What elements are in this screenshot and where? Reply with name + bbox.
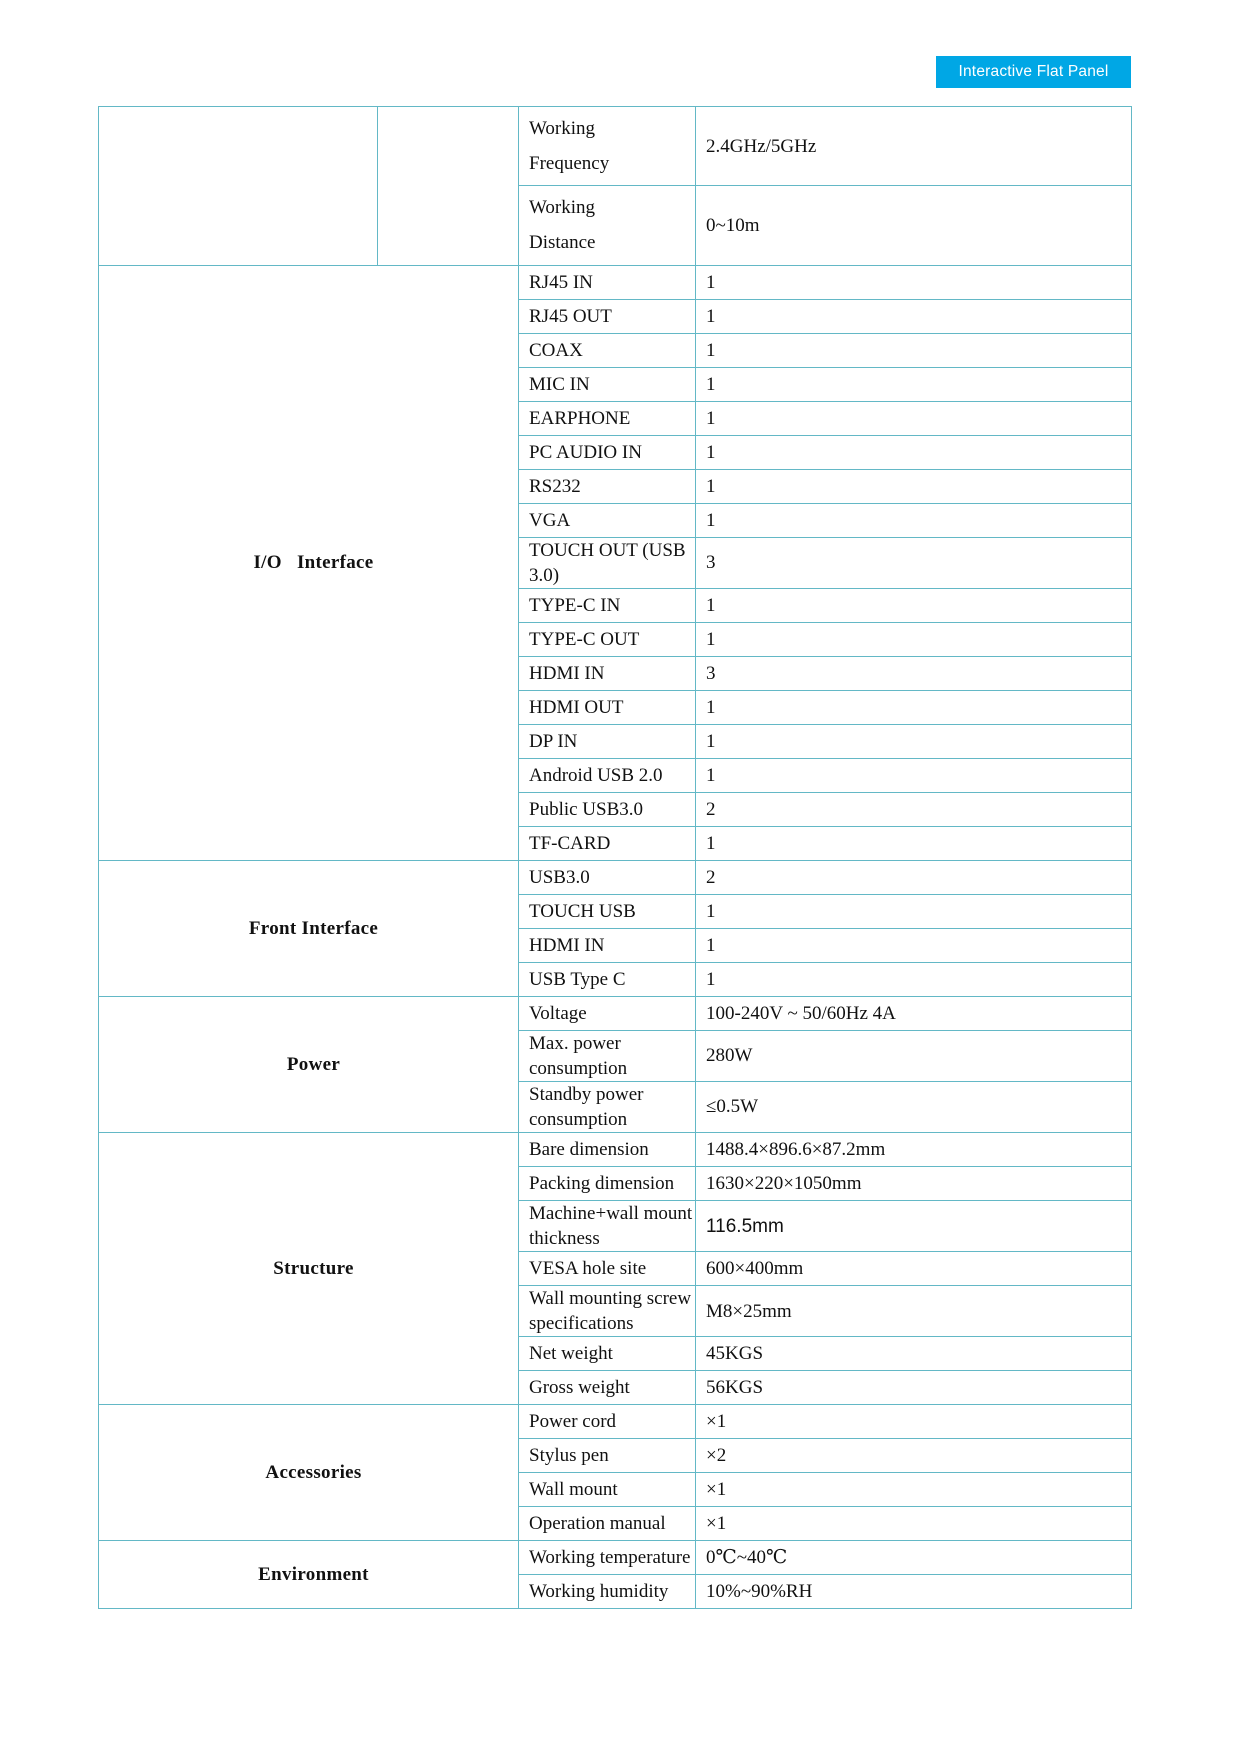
specification-table-container: [98, 106, 1131, 1609]
spec-category-accessories: Accessories: [99, 1405, 519, 1541]
spec-value: 1: [696, 469, 1132, 503]
spec-value: 1: [696, 333, 1132, 367]
spec-label: Wall mounting screw specifications: [519, 1286, 696, 1337]
spec-label: USB3.0: [519, 860, 696, 894]
spec-value: 1: [696, 894, 1132, 928]
spec-value: 1630×220×1050mm: [696, 1167, 1132, 1201]
spec-value: 1: [696, 758, 1132, 792]
spec-value: 1: [696, 265, 1132, 299]
spec-value: 2.4GHz/5GHz: [696, 107, 1132, 186]
spec-label: Public USB3.0: [519, 792, 696, 826]
table-row: [99, 1133, 1132, 1167]
table-row: [99, 996, 1132, 1030]
spec-value: ×1: [696, 1507, 1132, 1541]
spec-label: HDMI IN: [519, 656, 696, 690]
spec-value: ×1: [696, 1473, 1132, 1507]
spec-value: 0℃~40℃: [696, 1541, 1132, 1575]
table-row: [99, 265, 1132, 299]
spec-value: 3: [696, 537, 1132, 588]
spec-value: 600×400mm: [696, 1252, 1132, 1286]
spec-value: 2: [696, 792, 1132, 826]
page-header: [0, 0, 1241, 104]
spec-label: RJ45 OUT: [519, 299, 696, 333]
spec-value: 116.5mm: [696, 1201, 1132, 1252]
spec-value: 1: [696, 928, 1132, 962]
spec-label: VESA hole site: [519, 1252, 696, 1286]
spec-label: EARPHONE: [519, 401, 696, 435]
spec-label: TF-CARD: [519, 826, 696, 860]
table-row: [99, 1405, 1132, 1439]
spec-label: COAX: [519, 333, 696, 367]
spec-value: 1: [696, 724, 1132, 758]
spec-value: 10%~90%RH: [696, 1575, 1132, 1609]
spec-label: Gross weight: [519, 1371, 696, 1405]
spec-value: 1: [696, 299, 1132, 333]
spec-label: HDMI OUT: [519, 690, 696, 724]
spec-label: TYPE-C OUT: [519, 622, 696, 656]
spec-label: Working humidity: [519, 1575, 696, 1609]
spec-label: Stylus pen: [519, 1439, 696, 1473]
spec-label: MIC IN: [519, 367, 696, 401]
spec-label: Android USB 2.0: [519, 758, 696, 792]
table-row: [99, 1541, 1132, 1575]
interactive-flat-panel-badge: Interactive Flat Panel: [936, 56, 1131, 88]
spec-label: Power cord: [519, 1405, 696, 1439]
spec-value: 0~10m: [696, 186, 1132, 265]
spec-label: Max. power consumption: [519, 1030, 696, 1081]
spec-category-front-interface: Front Interface: [99, 860, 519, 996]
spec-label: TOUCH OUT (USB 3.0): [519, 537, 696, 588]
spec-label: RJ45 IN: [519, 265, 696, 299]
spec-value: 3: [696, 656, 1132, 690]
spec-value: 280W: [696, 1030, 1132, 1081]
spec-label: Working Distance: [519, 186, 696, 265]
spec-label: HDMI IN: [519, 928, 696, 962]
table-row: [99, 107, 1132, 186]
spec-label: Operation manual: [519, 1507, 696, 1541]
spec-category-environment: Environment: [99, 1541, 519, 1609]
specification-table: [98, 106, 1132, 1609]
spec-label: TYPE-C IN: [519, 588, 696, 622]
table-row: [99, 860, 1132, 894]
spec-label: RS232: [519, 469, 696, 503]
spec-value: 1: [696, 622, 1132, 656]
spec-label: Packing dimension: [519, 1167, 696, 1201]
spec-label: Machine+wall mount thickness: [519, 1201, 696, 1252]
spec-value: 100-240V ~ 50/60Hz 4A: [696, 996, 1132, 1030]
spec-category-structure: Structure: [99, 1133, 519, 1405]
spec-label: PC AUDIO IN: [519, 435, 696, 469]
spec-label: USB Type C: [519, 962, 696, 996]
spec-label: Standby power consumption: [519, 1081, 696, 1132]
spec-label: Voltage: [519, 996, 696, 1030]
spec-value: 1: [696, 962, 1132, 996]
spec-value: ≤0.5W: [696, 1081, 1132, 1132]
spec-label: Working Frequency: [519, 107, 696, 186]
spec-value: 1: [696, 826, 1132, 860]
spec-value: ×1: [696, 1405, 1132, 1439]
spec-category-i-o-interface: I/O Interface: [99, 265, 519, 860]
spec-value: ×2: [696, 1439, 1132, 1473]
spec-label: Wall mount: [519, 1473, 696, 1507]
spec-value: 1: [696, 401, 1132, 435]
spec-label: DP IN: [519, 724, 696, 758]
spec-value: M8×25mm: [696, 1286, 1132, 1337]
spec-value: 45KGS: [696, 1337, 1132, 1371]
spec-value: 1: [696, 435, 1132, 469]
spec-label: VGA: [519, 503, 696, 537]
continued-group-cell: [378, 107, 519, 266]
spec-label: TOUCH USB: [519, 894, 696, 928]
spec-value: 1488.4×896.6×87.2mm: [696, 1133, 1132, 1167]
specification-table-body: [99, 107, 1132, 1609]
spec-value: 1: [696, 588, 1132, 622]
spec-value: 1: [696, 503, 1132, 537]
spec-label: Bare dimension: [519, 1133, 696, 1167]
spec-label: Net weight: [519, 1337, 696, 1371]
spec-value: 1: [696, 690, 1132, 724]
spec-value: 2: [696, 860, 1132, 894]
spec-category-power: Power: [99, 996, 519, 1132]
continued-category-cell: [99, 107, 378, 266]
spec-value: 1: [696, 367, 1132, 401]
spec-value: 56KGS: [696, 1371, 1132, 1405]
spec-label: Working temperature: [519, 1541, 696, 1575]
